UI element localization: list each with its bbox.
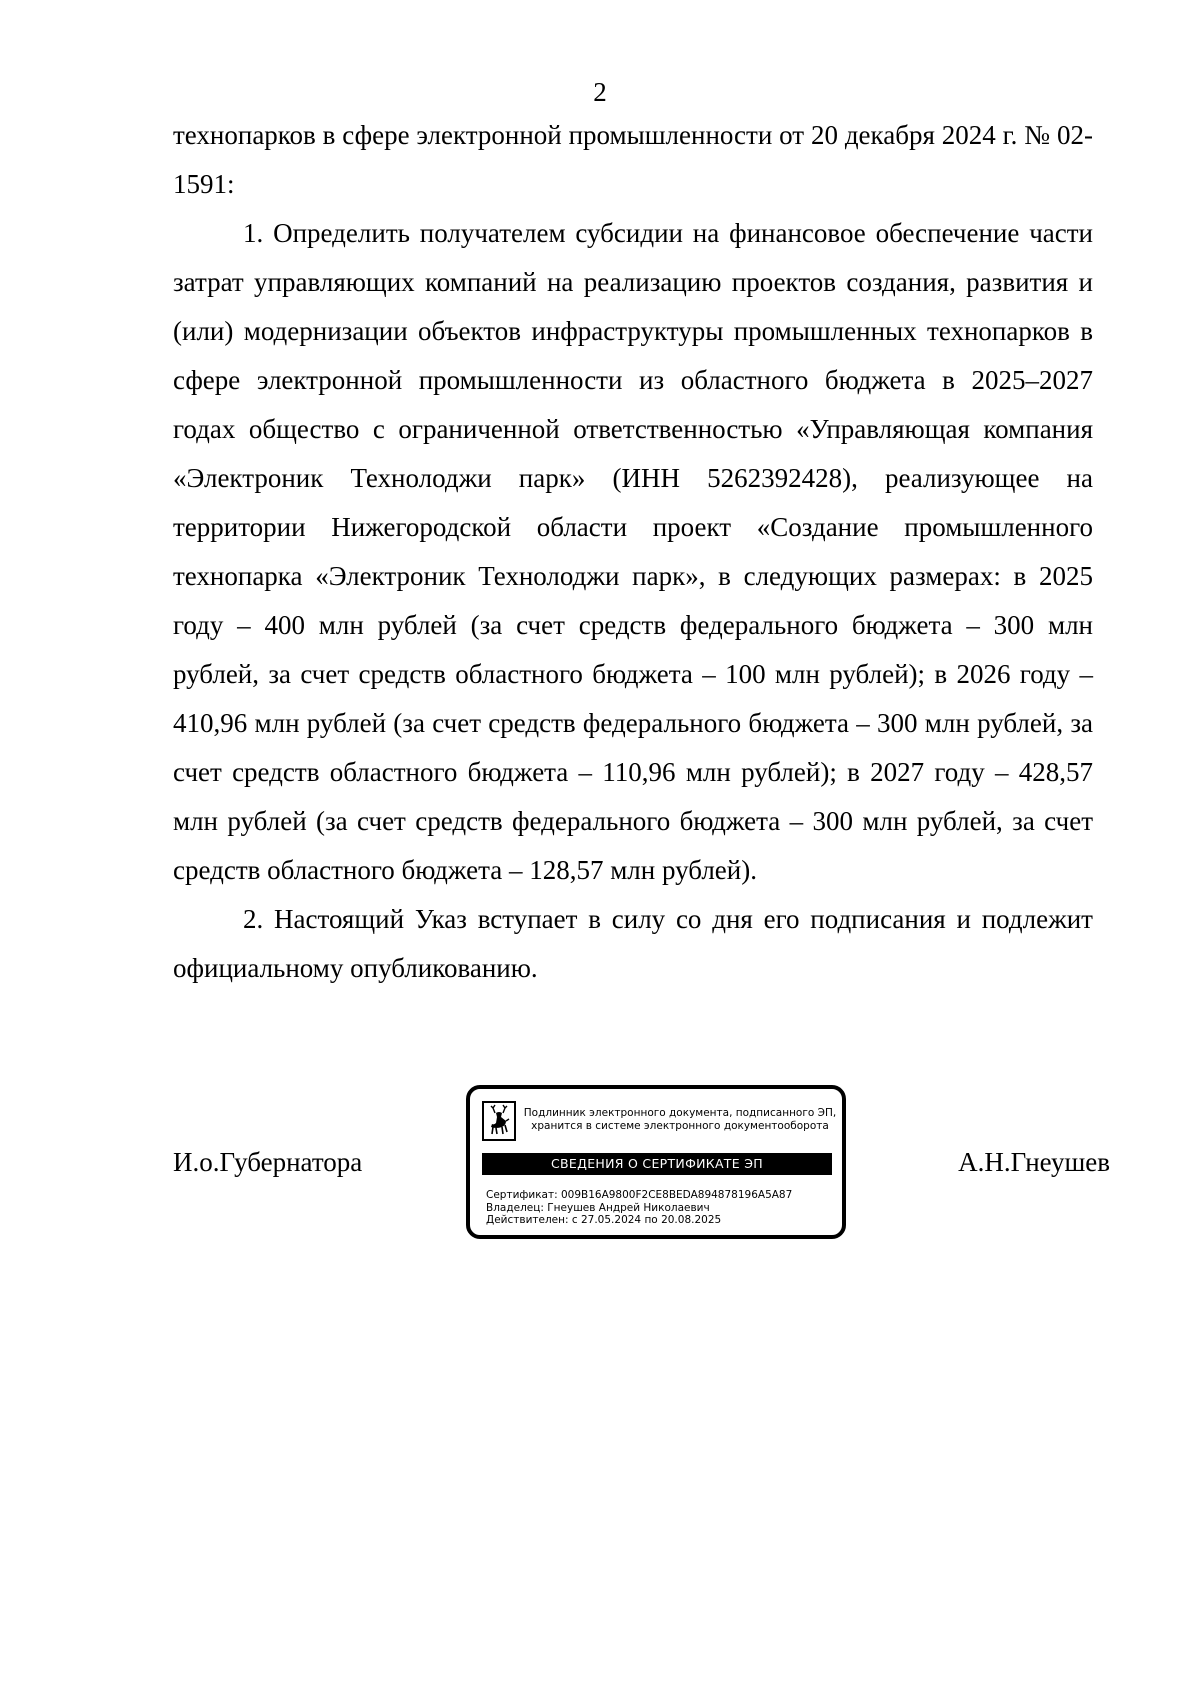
certificate-owner: Владелец: Гнеушев Андрей Николаевич bbox=[486, 1201, 710, 1214]
paragraph-item-1: 1. Определить получателем субсидии на финансовое обеспечение части затрат управляющих компаний на реализацию проектов создания, развития и (или) модернизации объектов инфраструктуры промышленных технопарков в сфере электронной промышленности из областного бюджета в 2025–2027 годах общество с ограниченной ответственностью «Управляющая компания «Электроник Технолоджи парк» (ИНН 5262392428), реализующее на территории Нижегородской области проект «Создание промышленного технопарка «Электроник Технолоджи парк», в следующих размерах: в 2025 году – 400 млн рублей (за счет средств федерального бюджета – 300 млн рублей, за счет средств областного бюджета – 100 млн рублей); в 2026 году – 410,96 млн рублей (за счет средств федерального бюджета – 300 млн рублей, за счет средств областного бюджета – 110,96 млн рублей); в 2027 году – 428,57 млн рублей (за счет средств федерального бюджета – 300 млн рублей, за счет средств областного бюджета – 128,57 млн рублей). bbox=[173, 218, 1093, 885]
stamp-header bbox=[520, 1107, 840, 1133]
stamp-banner: СВЕДЕНИЯ О СЕРТИФИКАТЕ ЭП bbox=[482, 1153, 832, 1175]
signer-title: И.о.Губернатора bbox=[173, 1147, 363, 1177]
stamp-header-line-1: Подлинник электронного документа, подписанного ЭП, bbox=[523, 1107, 837, 1119]
stamp-header-line-2: хранится в системе электронного документооборота bbox=[531, 1120, 829, 1132]
electronic-signature-stamp bbox=[466, 1085, 846, 1239]
signer-name: А.Н.Гнеушев bbox=[958, 1147, 1110, 1177]
signature-block bbox=[0, 1085, 1200, 1245]
certificate-validity: Действителен: с 27.05.2024 по 20.08.2025 bbox=[486, 1214, 722, 1226]
deer-coat-of-arms-icon bbox=[482, 1101, 516, 1141]
paragraph-continuation: технопарков в сфере электронной промышленности от 20 декабря 2024 г. № 02-1591: bbox=[173, 120, 1093, 199]
certificate-number: Сертификат: 009B16A9800F2CE8BEDA894878196A5A87 bbox=[486, 1189, 793, 1201]
document-body bbox=[173, 111, 1093, 993]
page-number: 2 bbox=[593, 77, 607, 107]
paragraph-item-2: 2. Настоящий Указ вступает в силу со дня его подписания и подлежит официальному опубликованию. bbox=[173, 904, 1093, 983]
stamp-certificate-details bbox=[486, 1189, 836, 1227]
